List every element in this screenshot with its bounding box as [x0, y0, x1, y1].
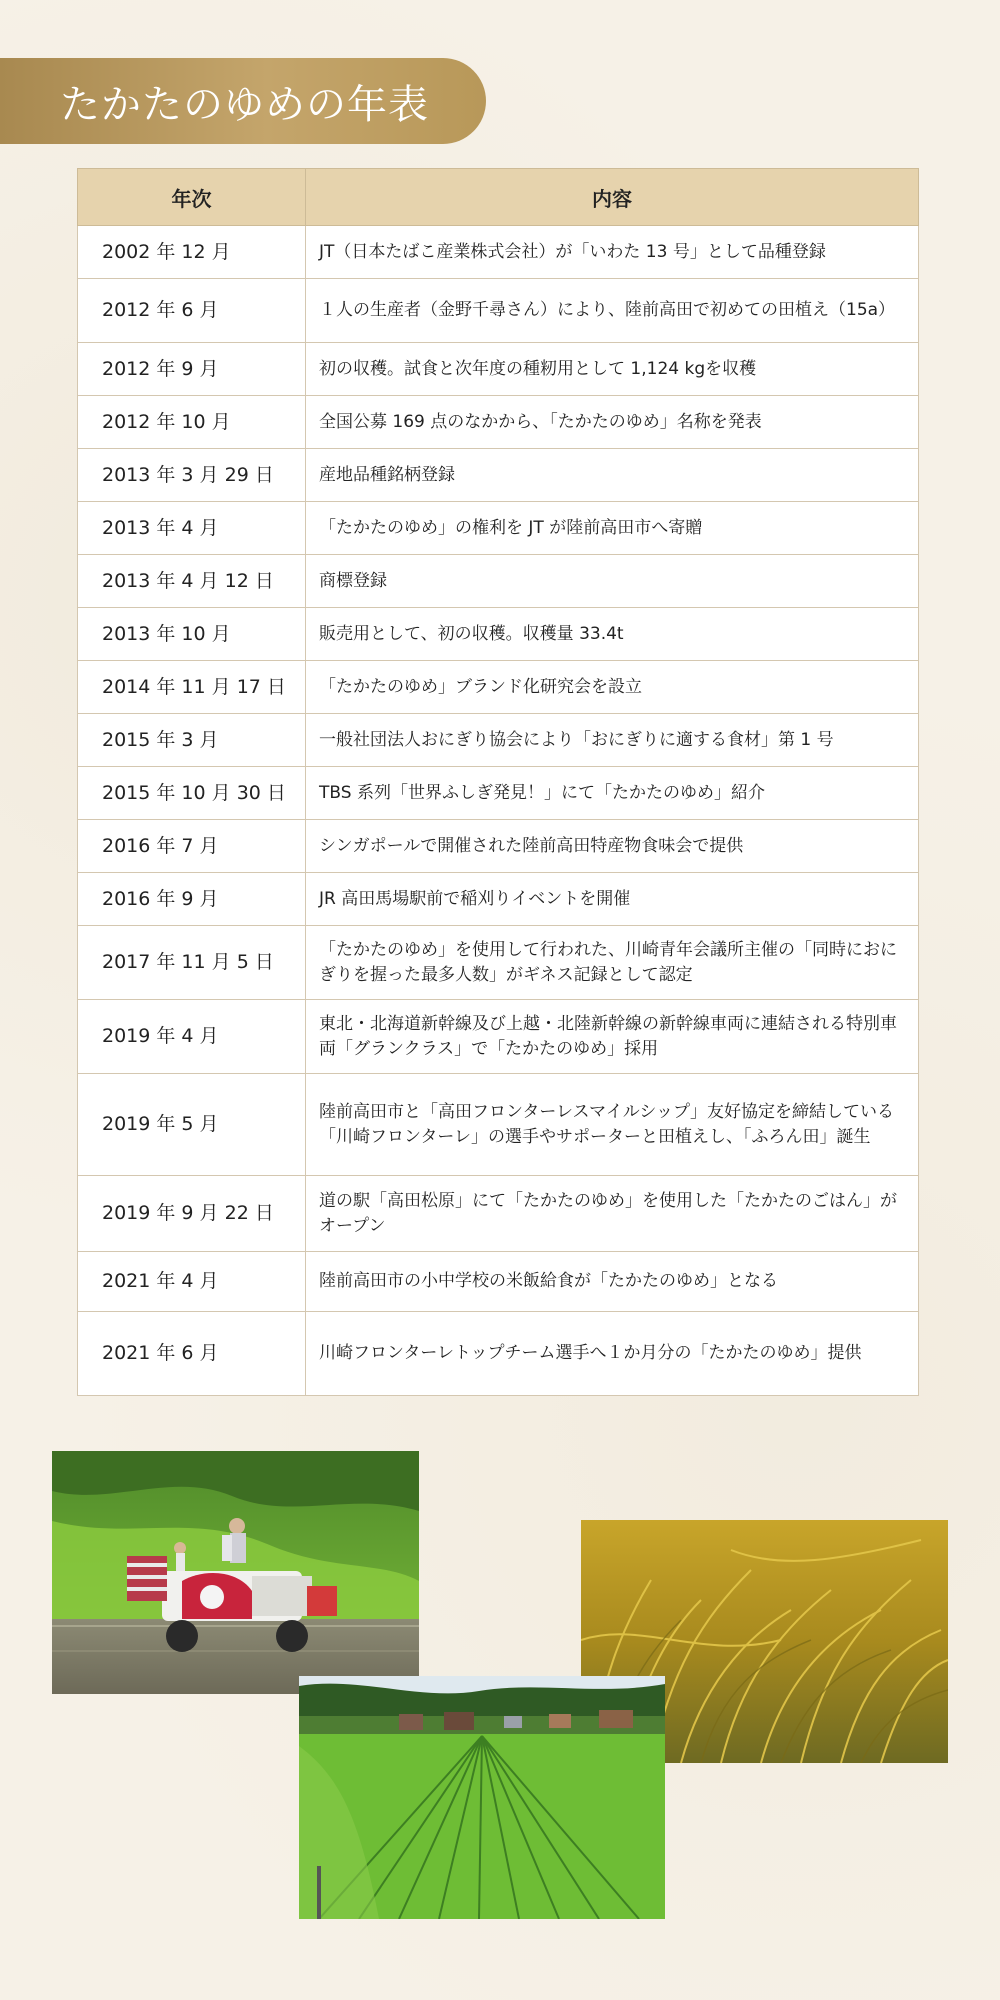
- table-row: [78, 714, 919, 767]
- row-date: 2017 年 11 月 5 日: [78, 926, 306, 1000]
- page-title: たかたのゆめの年表: [60, 81, 429, 128]
- row-text: 陸前高田市と「高田フロンターレスマイルシップ」友好協定を締結している「川崎フロンターレ」の選手やサポーターと田植えし、「ふろん田」誕生: [306, 1074, 919, 1176]
- table-row: [78, 767, 919, 820]
- row-date: 2013 年 10 月: [78, 608, 306, 661]
- table-row: [78, 555, 919, 608]
- row-date: 2019 年 5 月: [78, 1074, 306, 1176]
- row-date: 2012 年 9 月: [78, 343, 306, 396]
- row-text: 道の駅「高田松原」にて「たかたのゆめ」を使用した「たかたのごはん」がオープン: [306, 1176, 919, 1252]
- table-row: [78, 449, 919, 502]
- row-date: 2015 年 10 月 30 日: [78, 767, 306, 820]
- row-date: 2019 年 9 月 22 日: [78, 1176, 306, 1252]
- row-date: 2016 年 7 月: [78, 820, 306, 873]
- rice-planter-photo: [52, 1451, 419, 1694]
- row-text: JR 高田馬場駅前で稲刈りイベントを開催: [306, 873, 919, 926]
- row-text: 販売用として、初の収穫。収穫量 33.4t: [306, 608, 919, 661]
- title-banner: [0, 58, 486, 144]
- table-row: [78, 1074, 919, 1176]
- table-row: [78, 279, 919, 343]
- row-text: 「たかたのゆめ」を使用して行われた、川崎青年会議所主催の「同時におにぎりを握った最多人数」がギネス記録として認定: [306, 926, 919, 1000]
- header-content: 内容: [306, 169, 919, 226]
- table-row: [78, 396, 919, 449]
- timeline-table: [77, 168, 919, 1396]
- row-text: 陸前高田市の小中学校の米飯給食が「たかたのゆめ」となる: [306, 1252, 919, 1312]
- table-row: [78, 1176, 919, 1252]
- row-date: 2012 年 6 月: [78, 279, 306, 343]
- header-year: 年次: [78, 169, 306, 226]
- table-row: [78, 873, 919, 926]
- table-row: [78, 502, 919, 555]
- row-text: 一般社団法人おにぎり協会により「おにぎりに適する食材」第 1 号: [306, 714, 919, 767]
- table-row: [78, 608, 919, 661]
- row-text: 初の収穫。試食と次年度の種籾用として 1,124 kgを収穫: [306, 343, 919, 396]
- table-row: [78, 820, 919, 873]
- row-date: 2013 年 4 月 12 日: [78, 555, 306, 608]
- row-date: 2021 年 6 月: [78, 1312, 306, 1396]
- row-date: 2013 年 3 月 29 日: [78, 449, 306, 502]
- table-row: [78, 1000, 919, 1074]
- row-date: 2016 年 9 月: [78, 873, 306, 926]
- table-row: [78, 343, 919, 396]
- table-row: [78, 226, 919, 279]
- row-text: 「たかたのゆめ」の権利を JT が陸前高田市へ寄贈: [306, 502, 919, 555]
- row-date: 2014 年 11 月 17 日: [78, 661, 306, 714]
- row-date: 2013 年 4 月: [78, 502, 306, 555]
- table-row: [78, 1312, 919, 1396]
- row-text: 商標登録: [306, 555, 919, 608]
- table-row: [78, 1252, 919, 1312]
- row-text: １人の生産者（金野千尋さん）により、陸前高田で初めての田植え（15a）: [306, 279, 919, 343]
- row-text: 全国公募 169 点のなかから、「たかたのゆめ」名称を発表: [306, 396, 919, 449]
- row-text: 「たかたのゆめ」ブランド化研究会を設立: [306, 661, 919, 714]
- row-text: 川崎フロンターレトップチーム選手へ１か月分の「たかたのゆめ」提供: [306, 1312, 919, 1396]
- table-row: [78, 926, 919, 1000]
- row-text: TBS 系列「世界ふしぎ発見！」にて「たかたのゆめ」紹介: [306, 767, 919, 820]
- row-date: 2015 年 3 月: [78, 714, 306, 767]
- table-row: [78, 661, 919, 714]
- row-date: 2002 年 12 月: [78, 226, 306, 279]
- table-header-row: [78, 169, 919, 226]
- row-date: 2019 年 4 月: [78, 1000, 306, 1074]
- row-text: JT（日本たばこ産業株式会社）が「いわた 13 号」として品種登録: [306, 226, 919, 279]
- row-date: 2021 年 4 月: [78, 1252, 306, 1312]
- row-text: シンガポールで開催された陸前高田特産物食味会で提供: [306, 820, 919, 873]
- row-text: 東北・北海道新幹線及び上越・北陸新幹線の新幹線車両に連結される特別車両「グランクラス」で「たかたのゆめ」採用: [306, 1000, 919, 1074]
- row-text: 産地品種銘柄登録: [306, 449, 919, 502]
- row-date: 2012 年 10 月: [78, 396, 306, 449]
- rice-field-photo: [299, 1676, 665, 1919]
